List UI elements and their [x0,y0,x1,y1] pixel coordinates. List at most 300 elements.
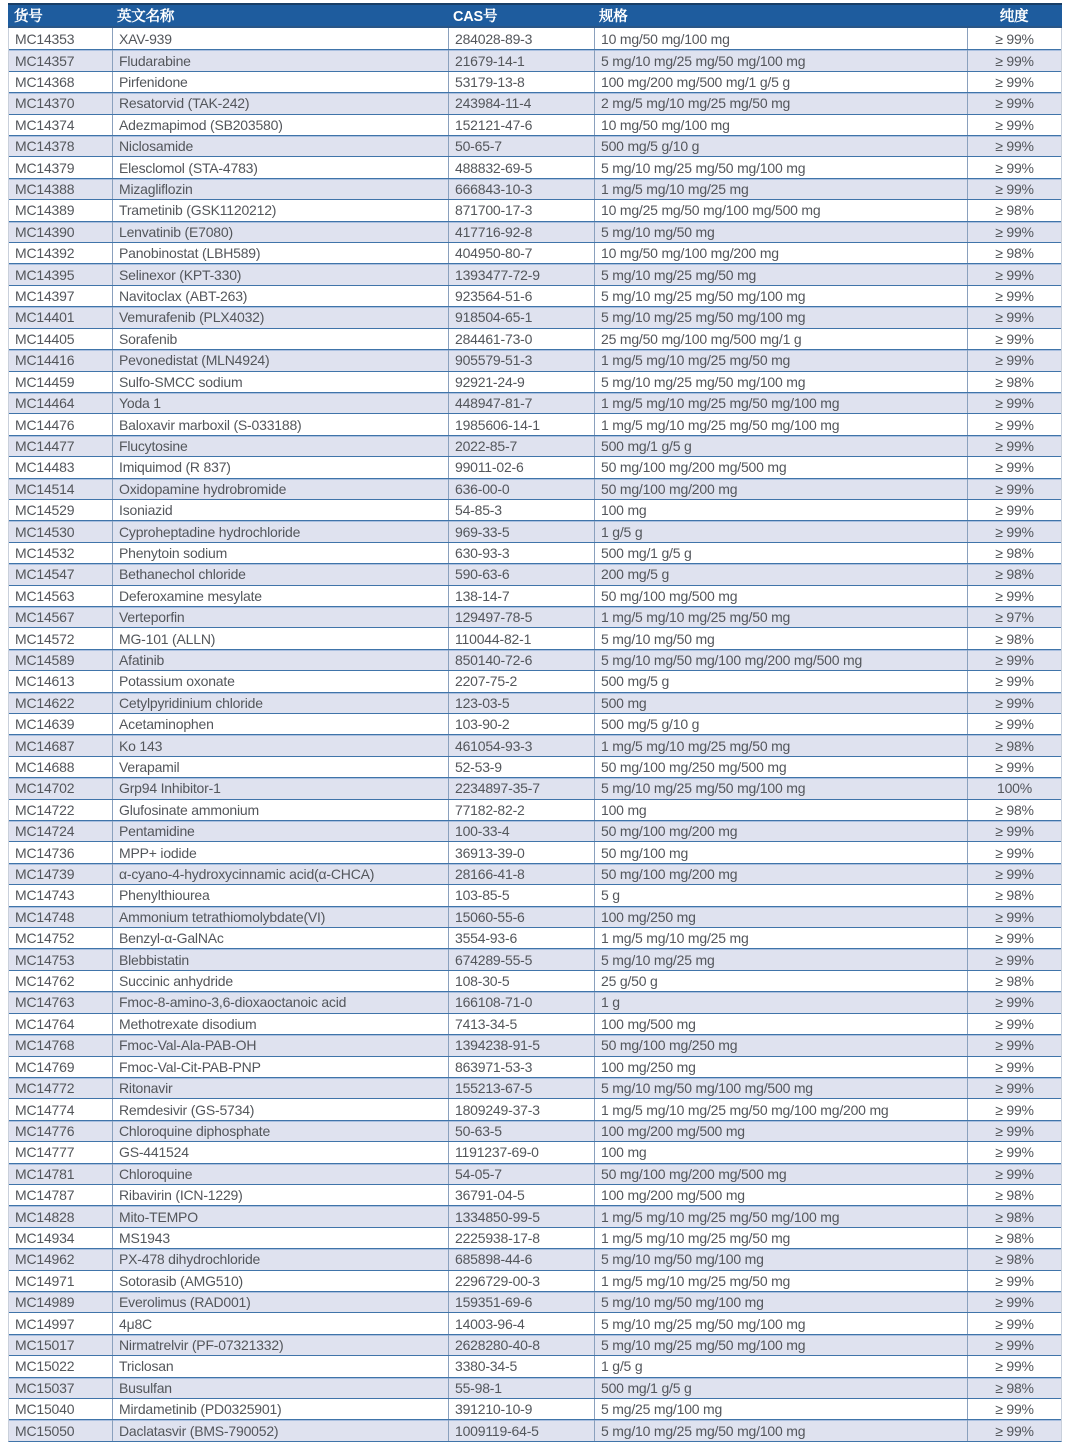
cell-purity: ≥ 99% [967,136,1061,156]
cell-catalog-number: MC14567 [15,609,75,626]
cell-purity: ≥ 99% [967,842,1061,862]
cell-catalog-number: MC14752 [15,930,75,947]
cell-cas-number: 391210-10-9 [448,1399,594,1419]
table-row [9,1398,1061,1419]
cell-cas-number: 923564-51-6 [448,286,594,306]
cell-catalog-number: MC14589 [15,651,75,668]
cell-english-name: Fmoc-Val-Cit-PAB-PNP [112,1057,448,1077]
table-row [9,713,1061,734]
cell-catalog-number: MC14934 [15,1229,75,1246]
cell-english-name: Pentamidine [112,821,448,841]
cell-catalog-number: MC14378 [15,138,75,155]
cell-purity: ≥ 99% [967,714,1061,734]
cell-specification: 5 mg/10 mg/25 mg/50 mg [594,264,967,284]
table-row [9,1077,1061,1098]
cell-catalog-number: MC14389 [15,202,75,219]
table-row [9,221,1061,242]
cell-purity: ≥ 98% [967,1185,1061,1205]
cell-cas-number: 110044-82-1 [448,628,594,648]
cell-purity: ≥ 99% [967,179,1061,199]
table-row [9,199,1061,220]
cell-purity: ≥ 99% [967,393,1061,413]
cell-cas-number: 1809249-37-3 [448,1099,594,1119]
table-row [9,1227,1061,1248]
cell-purity: ≥ 97% [967,607,1061,627]
cell-catalog-number: MC14392 [15,245,75,262]
table-row [9,1377,1061,1398]
cell-purity: ≥ 99% [967,1420,1061,1440]
cell-specification: 5 mg/10 mg/25 mg/50 mg/100 mg [594,372,967,392]
cell-specification: 5 mg/10 mg/50 mg/100 mg/500 mg [594,1078,967,1098]
cell-purity: ≥ 98% [967,628,1061,648]
cell-english-name: Benzyl-α-GalNAc [112,928,448,948]
cell-catalog-number: MC14613 [15,673,75,690]
cell-purity: ≥ 99% [967,586,1061,606]
cell-english-name: Phenylthiourea [112,885,448,905]
cell-purity: 100% [967,778,1061,798]
cell-cas-number: 50-63-5 [448,1121,594,1141]
cell-cas-number: 2296729-00-3 [448,1271,594,1291]
table-row [9,392,1061,413]
cell-english-name: GS-441524 [112,1142,448,1162]
table-row [9,178,1061,199]
cell-catalog-number: MC14622 [15,694,75,711]
table-row [9,478,1061,499]
cell-catalog-number: MC14743 [15,887,75,904]
cell-catalog-number: MC14405 [15,330,75,347]
cell-purity: ≥ 99% [967,1356,1061,1376]
cell-catalog-number: MC14688 [15,759,75,776]
cell-specification: 5 mg/25 mg/100 mg [594,1399,967,1419]
cell-specification: 10 mg/50 mg/100 mg [594,28,967,49]
table-row [9,135,1061,156]
cell-cas-number: 28166-41-8 [448,864,594,884]
cell-cas-number: 284461-73-0 [448,329,594,349]
cell-cas-number: 55-98-1 [448,1378,594,1398]
cell-cas-number: 488832-69-5 [448,157,594,177]
cell-purity: ≥ 98% [967,564,1061,584]
cell-specification: 5 mg/10 mg/50 mg/100 mg/200 mg/500 mg [594,650,967,670]
cell-purity: ≥ 99% [967,93,1061,113]
cell-purity: ≥ 99% [967,1014,1061,1034]
cell-cas-number: 1393477-72-9 [448,264,594,284]
cell-catalog-number: MC14563 [15,587,75,604]
cell-cas-number: 103-85-5 [448,885,594,905]
table-row [9,1013,1061,1034]
cell-cas-number: 284028-89-3 [448,28,594,49]
cell-english-name: Verteporfin [112,607,448,627]
table-row [9,606,1061,627]
cell-catalog-number: MC14477 [15,437,75,454]
cell-cas-number: 129497-78-5 [448,607,594,627]
cell-catalog-number: MC14416 [15,352,75,369]
cell-specification: 100 mg/200 mg/500 mg [594,1185,967,1205]
cell-specification: 1 mg/5 mg/10 mg/25 mg/50 mg [594,1271,967,1291]
cell-english-name: MPP+ iodide [112,842,448,862]
cell-cas-number: 155213-67-5 [448,1078,594,1098]
cell-cas-number: 54-05-7 [448,1164,594,1184]
cell-english-name: Grp94 Inhibitor-1 [112,778,448,798]
table-row [9,948,1061,969]
cell-cas-number: 108-30-5 [448,971,594,991]
cell-english-name: Niclosamide [112,136,448,156]
cell-cas-number: 2225938-17-8 [448,1228,594,1248]
cell-cas-number: 15060-55-6 [448,907,594,927]
cell-english-name: Everolimus (RAD001) [112,1292,448,1312]
cell-purity: ≥ 98% [967,243,1061,263]
cell-specification: 100 mg/250 mg [594,1057,967,1077]
cell-cas-number: 52-53-9 [448,757,594,777]
table-row [9,371,1061,392]
cell-specification: 500 mg/5 g/10 g [594,136,967,156]
cell-purity: ≥ 98% [967,1228,1061,1248]
cell-english-name: Mizagliflozin [112,179,448,199]
cell-specification: 1 g [594,992,967,1012]
cell-purity: ≥ 99% [967,50,1061,70]
cell-cas-number: 152121-47-6 [448,115,594,135]
table-row [9,585,1061,606]
cell-english-name: PX-478 dihydrochloride [112,1249,448,1269]
table-row [9,1291,1061,1312]
cell-catalog-number: MC14357 [15,52,75,69]
cell-specification: 5 mg/10 mg/50 mg/100 mg [594,1249,967,1269]
cell-cas-number: 53179-13-8 [448,72,594,92]
cell-specification: 1 g/5 g [594,521,967,541]
cell-english-name: Fmoc-Val-Ala-PAB-OH [112,1035,448,1055]
cell-english-name: Cetylpyridinium chloride [112,693,448,713]
cell-purity: ≥ 98% [967,971,1061,991]
cell-purity: ≥ 99% [967,157,1061,177]
cell-specification: 5 mg/10 mg/50 mg [594,222,967,242]
cell-english-name: Fmoc-8-amino-3,6-dioxaoctanoic acid [112,992,448,1012]
cell-purity: ≥ 99% [967,1121,1061,1141]
cell-specification: 100 mg [594,800,967,820]
cell-catalog-number: MC14777 [15,1144,75,1161]
cell-english-name: XAV-939 [112,28,448,49]
cell-english-name: Oxidopamine hydrobromide [112,479,448,499]
cell-cas-number: 7413-34-5 [448,1014,594,1034]
cell-cas-number: 850140-72-6 [448,650,594,670]
table-row [9,1098,1061,1119]
table-row [9,28,1061,49]
cell-specification: 5 mg/10 mg/25 mg/50 mg/100 mg [594,286,967,306]
cell-purity: ≥ 99% [967,436,1061,456]
cell-specification: 500 mg/1 g/5 g [594,436,967,456]
table-row [9,1355,1061,1376]
cell-english-name: Chloroquine diphosphate [112,1121,448,1141]
table-row [9,927,1061,948]
cell-english-name: Flucytosine [112,436,448,456]
cell-catalog-number: MC14739 [15,866,75,883]
cell-specification: 50 mg/100 mg/200 mg/500 mg [594,457,967,477]
column-header-specification: 规格 [599,9,628,25]
cell-specification: 1 mg/5 mg/10 mg/25 mg/50 mg [594,350,967,370]
cell-cas-number: 636-00-0 [448,479,594,499]
cell-specification: 50 mg/100 mg/250 mg [594,1035,967,1055]
cell-specification: 500 mg [594,693,967,713]
cell-catalog-number: MC14724 [15,823,75,840]
table-row [9,435,1061,456]
table-row [9,991,1061,1012]
cell-catalog-number: MC14722 [15,801,75,818]
table-row [9,520,1061,541]
cell-english-name: Baloxavir marboxil (S-033188) [112,414,448,434]
cell-english-name: Vemurafenib (PLX4032) [112,307,448,327]
cell-english-name: Ko 143 [112,735,448,755]
cell-catalog-number: MC14787 [15,1187,75,1204]
cell-english-name: Verapamil [112,757,448,777]
cell-english-name: Pevonedistat (MLN4924) [112,350,448,370]
table-row [9,114,1061,135]
cell-specification: 25 mg/50 mg/100 mg/500 mg/1 g [594,329,967,349]
cell-catalog-number: MC15017 [15,1336,75,1353]
cell-purity: ≥ 99% [967,1057,1061,1077]
table-row [9,777,1061,798]
cell-english-name: Ammonium tetrathiomolybdate(VI) [112,907,448,927]
cell-specification: 5 g [594,885,967,905]
table-row [9,1205,1061,1226]
cell-catalog-number: MC14764 [15,1015,75,1032]
table-row [9,863,1061,884]
cell-purity: ≥ 99% [967,286,1061,306]
cell-purity: ≥ 99% [967,28,1061,49]
cell-purity: ≥ 98% [967,885,1061,905]
cell-specification: 1 mg/5 mg/10 mg/25 mg/50 mg/100 mg [594,1206,967,1226]
table-row [9,756,1061,777]
cell-catalog-number: MC14532 [15,544,75,561]
cell-cas-number: 630-93-3 [448,543,594,563]
cell-purity: ≥ 98% [967,1378,1061,1398]
cell-cas-number: 54-85-3 [448,500,594,520]
cell-purity: ≥ 99% [967,222,1061,242]
cell-english-name: Selinexor (KPT-330) [112,264,448,284]
cell-english-name: Blebbistatin [112,949,448,969]
cell-catalog-number: MC14997 [15,1315,75,1332]
cell-catalog-number: MC14388 [15,181,75,198]
cell-specification: 2 mg/5 mg/10 mg/25 mg/50 mg [594,93,967,113]
table-row [9,92,1061,113]
cell-specification: 1 mg/5 mg/10 mg/25 mg/50 mg [594,1228,967,1248]
cell-specification: 1 mg/5 mg/10 mg/25 mg/50 mg/100 mg/200 mg [594,1099,967,1119]
cell-english-name: Deferoxamine mesylate [112,586,448,606]
cell-purity: ≥ 99% [967,1399,1061,1419]
cell-purity: ≥ 99% [967,992,1061,1012]
cell-specification: 100 mg [594,1142,967,1162]
cell-cas-number: 99011-02-6 [448,457,594,477]
cell-catalog-number: MC14401 [15,309,75,326]
cell-purity: ≥ 99% [967,350,1061,370]
table-row [9,1184,1061,1205]
cell-specification: 5 mg/10 mg/25 mg/50 mg/100 mg [594,1420,967,1440]
cell-cas-number: 92921-24-9 [448,372,594,392]
cell-purity: ≥ 99% [967,115,1061,135]
cell-english-name: Lenvatinib (E7080) [112,222,448,242]
cell-purity: ≥ 99% [967,949,1061,969]
cell-english-name: Ribavirin (ICN-1229) [112,1185,448,1205]
cell-specification: 500 mg/1 g/5 g [594,1378,967,1398]
table-row [9,799,1061,820]
cell-catalog-number: MC14763 [15,994,75,1011]
cell-english-name: Mirdametinib (PD0325901) [112,1399,448,1419]
cell-cas-number: 50-65-7 [448,136,594,156]
cell-catalog-number: MC14572 [15,630,75,647]
reagent-catalog-table [8,3,1062,1442]
cell-catalog-number: MC14736 [15,844,75,861]
cell-catalog-number: MC14379 [15,159,75,176]
cell-purity: ≥ 99% [967,650,1061,670]
cell-specification: 10 mg/50 mg/100 mg/200 mg [594,243,967,263]
cell-english-name: Sotorasib (AMG510) [112,1271,448,1291]
cell-cas-number: 77182-82-2 [448,800,594,820]
cell-english-name: Potassium oxonate [112,671,448,691]
cell-specification: 100 mg/200 mg/500 mg/1 g/5 g [594,72,967,92]
cell-cas-number: 404950-80-7 [448,243,594,263]
cell-catalog-number: MC14772 [15,1080,75,1097]
cell-catalog-number: MC14483 [15,459,75,476]
cell-specification: 50 mg/100 mg/500 mg [594,586,967,606]
cell-catalog-number: MC14547 [15,566,75,583]
cell-english-name: Glufosinate ammonium [112,800,448,820]
cell-catalog-number: MC14395 [15,266,75,283]
cell-purity: ≥ 99% [967,479,1061,499]
cell-catalog-number: MC14368 [15,74,75,91]
table-row [9,670,1061,691]
cell-english-name: Elesclomol (STA-4783) [112,157,448,177]
cell-english-name: Busulfan [112,1378,448,1398]
table-body [8,28,1062,1442]
table-row [9,692,1061,713]
cell-catalog-number: MC14753 [15,951,75,968]
table-row [9,1163,1061,1184]
cell-cas-number: 1191237-69-0 [448,1142,594,1162]
cell-cas-number: 36791-04-5 [448,1185,594,1205]
column-header-english-name: 英文名称 [117,9,175,25]
cell-cas-number: 2207-75-2 [448,671,594,691]
table-row [9,820,1061,841]
cell-cas-number: 103-90-2 [448,714,594,734]
cell-specification: 1 mg/5 mg/10 mg/25 mg/50 mg [594,735,967,755]
cell-purity: ≥ 99% [967,521,1061,541]
cell-cas-number: 3380-34-5 [448,1356,594,1376]
cell-english-name: Ritonavir [112,1078,448,1098]
cell-catalog-number: MC14768 [15,1037,75,1054]
cell-specification: 50 mg/100 mg [594,842,967,862]
cell-cas-number: 166108-71-0 [448,992,594,1012]
cell-cas-number: 674289-55-5 [448,949,594,969]
cell-specification: 1 g/5 g [594,1356,967,1376]
cell-specification: 5 mg/10 mg/50 mg [594,628,967,648]
cell-cas-number: 2234897-35-7 [448,778,594,798]
cell-english-name: Trametinib (GSK1120212) [112,200,448,220]
cell-cas-number: 461054-93-3 [448,735,594,755]
cell-catalog-number: MC14639 [15,716,75,733]
cell-english-name: Chloroquine [112,1164,448,1184]
cell-english-name: Nirmatrelvir (PF-07321332) [112,1335,448,1355]
cell-english-name: Bethanechol chloride [112,564,448,584]
table-row [9,1141,1061,1162]
cell-specification: 5 mg/10 mg/25 mg/50 mg/100 mg [594,1335,967,1355]
cell-cas-number: 969-33-5 [448,521,594,541]
cell-purity: ≥ 98% [967,372,1061,392]
table-row [9,413,1061,434]
cell-specification: 1 mg/5 mg/10 mg/25 mg [594,928,967,948]
cell-purity: ≥ 99% [967,757,1061,777]
table-row [9,263,1061,284]
table-row [9,349,1061,370]
cell-english-name: Sulfo-SMCC sodium [112,372,448,392]
cell-catalog-number: MC14702 [15,780,75,797]
table-header-row [8,3,1062,28]
cell-catalog-number: MC15022 [15,1358,75,1375]
cell-purity: ≥ 99% [967,907,1061,927]
cell-english-name: Yoda 1 [112,393,448,413]
cell-purity: ≥ 99% [967,1078,1061,1098]
cell-catalog-number: MC14748 [15,908,75,925]
cell-catalog-number: MC14989 [15,1294,75,1311]
cell-cas-number: 863971-53-3 [448,1057,594,1077]
cell-english-name: Mito-TEMPO [112,1206,448,1226]
cell-specification: 50 mg/100 mg/250 mg/500 mg [594,757,967,777]
table-row [9,563,1061,584]
cell-purity: ≥ 99% [967,414,1061,434]
cell-catalog-number: MC14476 [15,416,75,433]
table-row [9,906,1061,927]
cell-cas-number: 2628280-40-8 [448,1335,594,1355]
cell-specification: 200 mg/5 g [594,564,967,584]
cell-catalog-number: MC14962 [15,1251,75,1268]
cell-english-name: MS1943 [112,1228,448,1248]
table-row [9,884,1061,905]
cell-purity: ≥ 99% [967,671,1061,691]
cell-specification: 500 mg/1 g/5 g [594,543,967,563]
cell-specification: 10 mg/50 mg/100 mg [594,115,967,135]
cell-purity: ≥ 99% [967,1099,1061,1119]
table-row [9,841,1061,862]
cell-purity: ≥ 99% [967,457,1061,477]
cell-specification: 50 mg/100 mg/200 mg [594,479,967,499]
cell-english-name: Panobinostat (LBH589) [112,243,448,263]
table-row [9,1056,1061,1077]
cell-specification: 1 mg/5 mg/10 mg/25 mg [594,179,967,199]
cell-english-name: Remdesivir (GS-5734) [112,1099,448,1119]
cell-cas-number: 159351-69-6 [448,1292,594,1312]
cell-catalog-number: MC14687 [15,737,75,754]
table-row [9,542,1061,563]
cell-cas-number: 2022-85-7 [448,436,594,456]
cell-specification: 5 mg/10 mg/25 mg/50 mg/100 mg [594,1313,967,1333]
cell-cas-number: 123-03-5 [448,693,594,713]
cell-cas-number: 3554-93-6 [448,928,594,948]
cell-cas-number: 918504-65-1 [448,307,594,327]
cell-catalog-number: MC14514 [15,480,75,497]
cell-english-name: Daclatasvir (BMS-790052) [112,1420,448,1440]
cell-specification: 50 mg/100 mg/200 mg [594,821,967,841]
cell-specification: 5 mg/10 mg/50 mg/100 mg [594,1292,967,1312]
table-row [9,49,1061,70]
cell-catalog-number: MC14353 [15,30,75,47]
cell-specification: 100 mg/200 mg/500 mg [594,1121,967,1141]
cell-purity: ≥ 99% [967,1164,1061,1184]
cell-catalog-number: MC14971 [15,1272,75,1289]
table-row [9,306,1061,327]
cell-specification: 100 mg/250 mg [594,907,967,927]
cell-english-name: Cyproheptadine hydrochloride [112,521,448,541]
column-header-cas-no: CAS号 [453,9,498,25]
cell-catalog-number: MC15050 [15,1422,75,1439]
cell-catalog-number: MC14762 [15,973,75,990]
cell-english-name: Isoniazid [112,500,448,520]
cell-cas-number: 590-63-6 [448,564,594,584]
